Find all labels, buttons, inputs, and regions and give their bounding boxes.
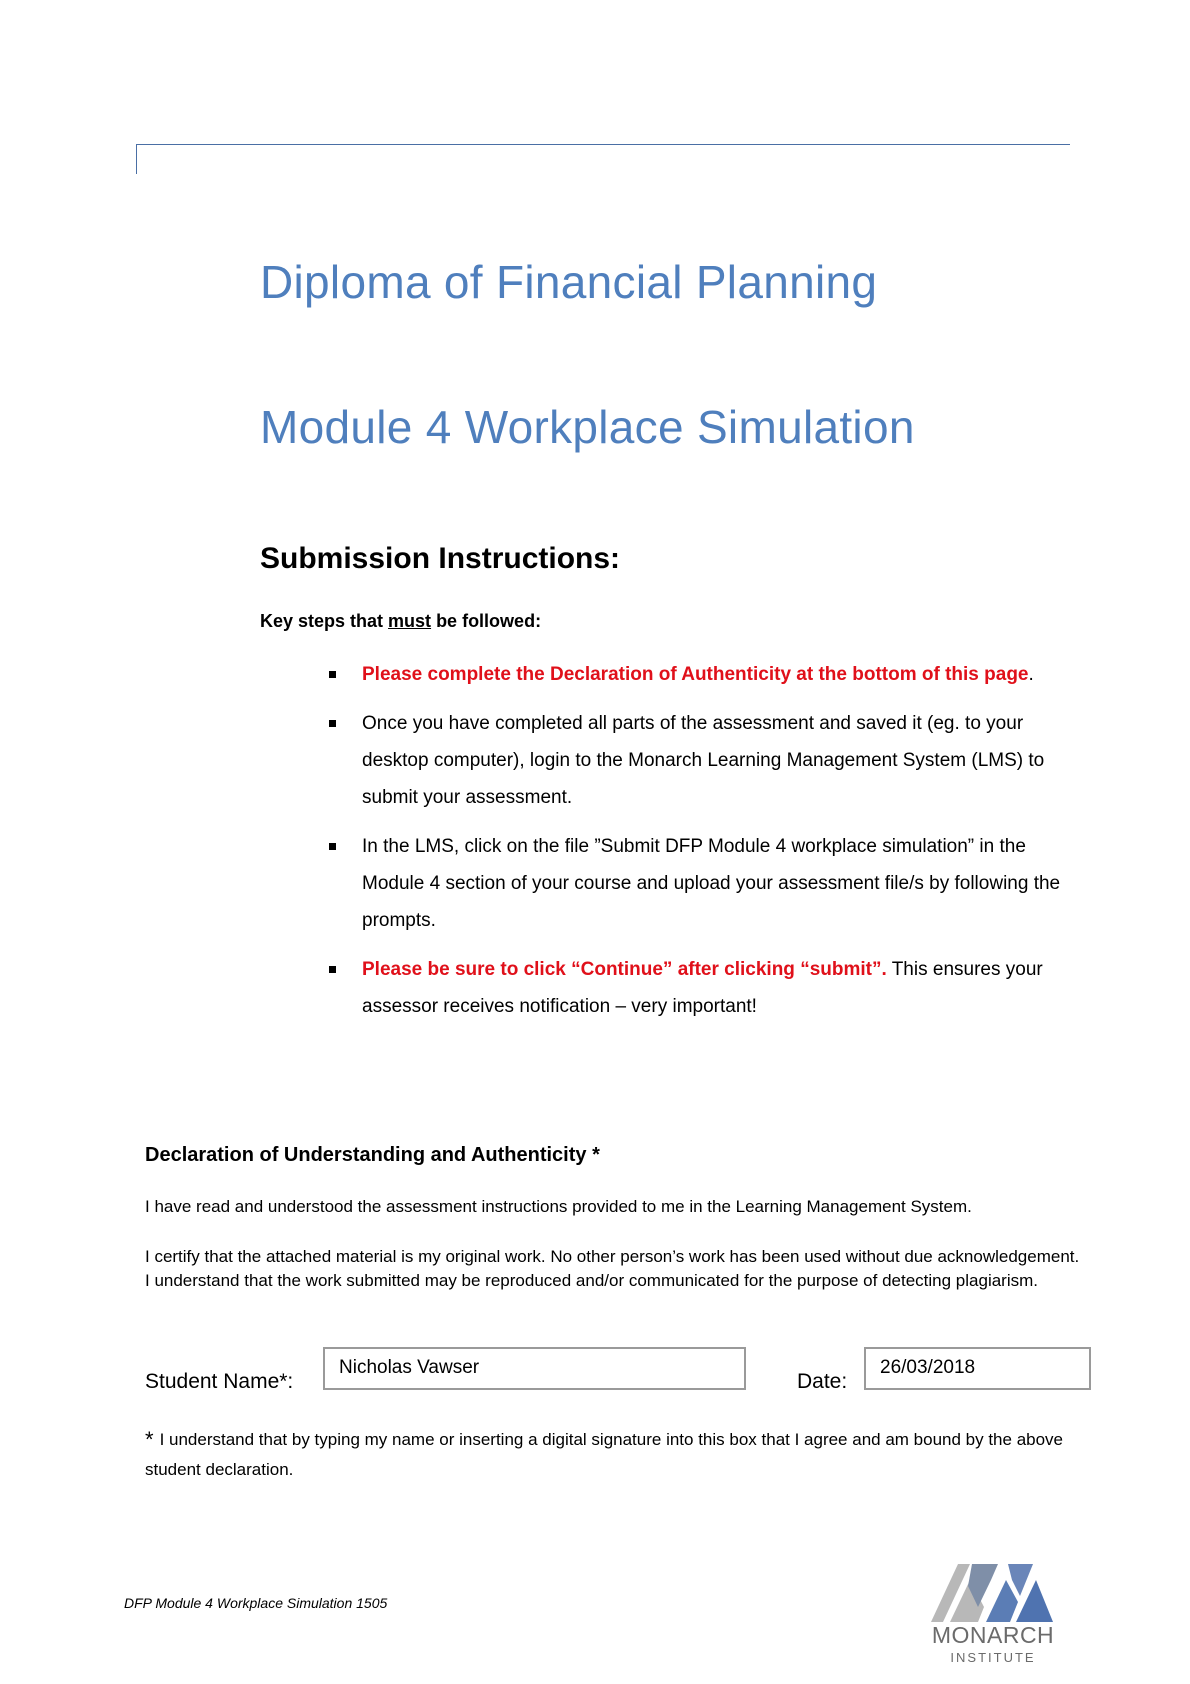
document-title: Diploma of Financial Planning xyxy=(260,256,878,308)
step4-tail: This ensures your assessor receives notification – very important! xyxy=(362,959,1043,1017)
step4-alert-text: Please be sure to click “Continue” after clicking “submit”. xyxy=(362,959,887,980)
note-asterisk: * xyxy=(145,1427,154,1452)
header-rule-corner xyxy=(136,144,137,174)
step1-alert-text: Please complete the Declaration of Authenticity at the bottom of this page xyxy=(362,664,1029,685)
note-text: I understand that by typing my name or inserting a digital signature into this box that I agree and am bound by the above student declaration. xyxy=(145,1430,1064,1479)
student-name-field[interactable]: Nicholas Vawser xyxy=(323,1347,746,1390)
step1-tail: . xyxy=(1028,664,1034,685)
key-steps-prefix: Key steps that xyxy=(260,611,389,631)
document-subtitle: Module 4 Workplace Simulation xyxy=(260,401,915,453)
step-item xyxy=(312,656,1082,693)
step2-text: Once you have completed all parts of the assessment and saved it (eg. to your desktop computer), login to the Monarch Learning Management System (LMS) to submit your assessment. xyxy=(362,713,1045,808)
key-steps-label xyxy=(260,611,541,632)
key-steps-suffix: be followed: xyxy=(431,611,542,631)
bullet-icon xyxy=(329,966,336,973)
date-label: Date: xyxy=(797,1370,848,1393)
bullet-icon xyxy=(329,843,336,850)
steps-list xyxy=(312,656,1082,1037)
submission-instructions-heading: Submission Instructions: xyxy=(260,542,621,575)
footer-doc-reference: DFP Module 4 Workplace Simulation 1505 xyxy=(124,1595,388,1611)
date-field[interactable]: 26/03/2018 xyxy=(864,1347,1091,1390)
step-item xyxy=(312,828,1082,939)
step-item xyxy=(312,951,1082,1025)
logo-subtitle: INSTITUTE xyxy=(950,1650,1036,1665)
student-name-label: Student Name*: xyxy=(145,1370,294,1393)
step3-text: In the LMS, click on the file ”Submit DFP Module 4 workplace simulation” in the Module 4 section of your course and upload your assessment file/s by following the prompts. xyxy=(362,836,1061,931)
declaration-paragraph-1: I have read and understood the assessment instructions provided to me in the Learning Management System. xyxy=(145,1197,972,1216)
key-steps-emphasis: must xyxy=(388,611,432,631)
logo-name: MONARCH xyxy=(931,1622,1055,1648)
declaration-title: Declaration of Understanding and Authenticity * xyxy=(145,1144,600,1166)
step-item xyxy=(312,705,1082,816)
bullet-icon xyxy=(329,671,336,678)
declaration-note xyxy=(145,1425,1085,1485)
bullet-icon xyxy=(329,720,336,727)
header-rule xyxy=(136,144,1070,145)
declaration-paragraph-2: I certify that the attached material is my original work. No other person’s work has been used without due acknowledgement. I understand that the work submitted may be reproduced and/or communicated for the purpose of detecting plagiarism. xyxy=(145,1247,1080,1290)
